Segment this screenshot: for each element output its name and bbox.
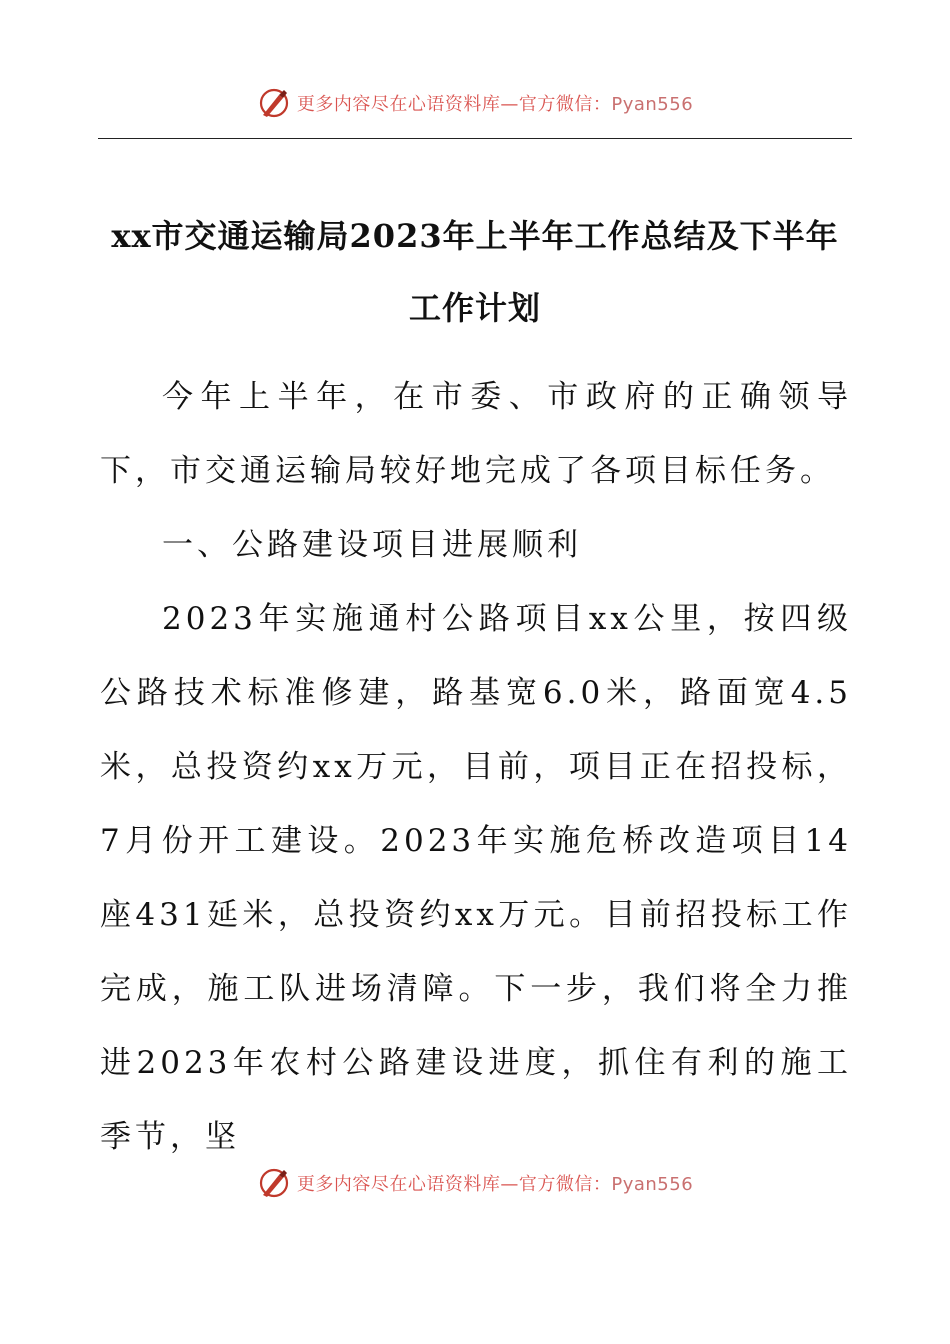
document-title: xx市交通运输局2023年上半年工作总结及下半年工作计划 [111, 217, 839, 327]
header-handle-text: Pyan556 [611, 94, 694, 115]
header-brand-text: 更多内容尽在心语资料库—官方微信： [296, 94, 612, 115]
header-banner-text [297, 90, 693, 116]
pen-circle-logo-icon [257, 86, 291, 120]
body-paragraph: 2023年实施通村公路项目xx公里，按四级公路技术标准修建，路基宽6.0米，路面宽4.5米，总投资约xx万元，目前，项目正在招投标，7月份开工建设。2023年实施危桥改造项目14座431延米，总投资约xx万元。目前招投标工作完成，施工队进场清障。下一步，我们将全力推进2023年农村公路建设进度，抓住有利的施工季节，坚 [100, 601, 853, 1155]
footer-banner [0, 1166, 950, 1200]
pen-circle-logo-icon [257, 1166, 291, 1200]
header-divider [98, 138, 852, 139]
footer-brand-text: 更多内容尽在心语资料库—官方微信： [296, 1174, 612, 1195]
document-body [100, 360, 852, 1174]
section-heading: 一、公路建设项目进展顺利 [162, 527, 582, 563]
footer-handle-text: Pyan556 [611, 1174, 694, 1195]
footer-banner-text [297, 1170, 693, 1196]
intro-paragraph: 今年上半年，在市委、市政府的正确领导下，市交通运输局较好地完成了各项目标任务。 [100, 379, 852, 489]
header-banner [0, 86, 950, 120]
